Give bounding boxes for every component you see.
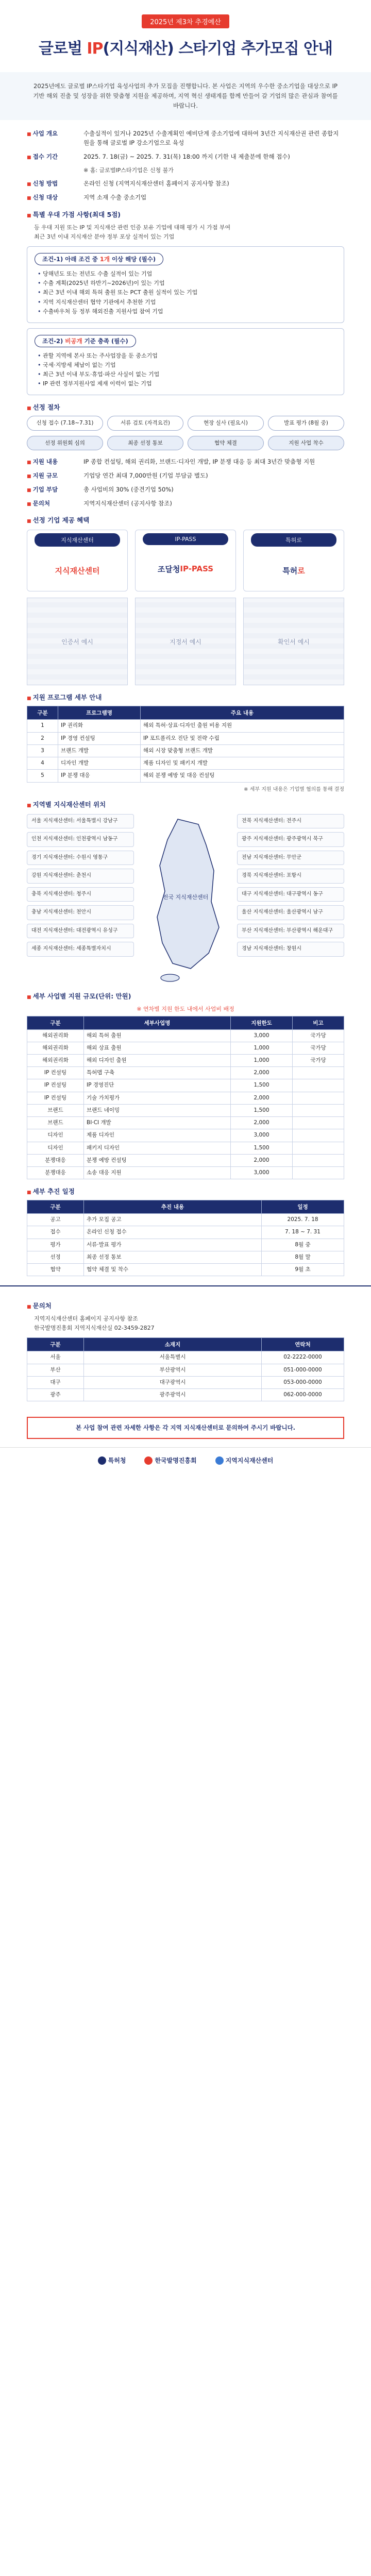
table-cell: 1 <box>27 720 58 732</box>
table-header: 프로그램명 <box>58 706 141 720</box>
table-cell: 해외 특허·상표·디자인 출원 비용 지원 <box>141 720 344 732</box>
panel-head <box>35 253 163 265</box>
table-row <box>27 1351 344 1364</box>
support-value: 지역지식재산센터 (공지사항 참조) <box>83 499 172 507</box>
table-row <box>27 1166 344 1179</box>
table-cell: 국가당 <box>293 1042 344 1054</box>
summary-row <box>27 179 344 189</box>
table-row <box>27 1079 344 1092</box>
table-cell: 3 <box>27 744 58 757</box>
table-header: 추진 내용 <box>84 1200 262 1214</box>
contact-line: 지역지식재산센터 홈페이지 공지사항 참조 <box>34 1315 138 1323</box>
certificate-image: 확인서 예시 <box>243 598 344 685</box>
region-box: 대전 지식재산센터: 대전광역시 유성구 <box>27 924 134 939</box>
panel-head-post: 이상 해당 (필수) <box>109 256 156 263</box>
list-item: • 당해년도 또는 전년도 수출 실적이 있는 기업 <box>38 269 336 279</box>
summary-row <box>27 193 344 202</box>
table-cell: IP 경영진단 <box>84 1079 231 1092</box>
region-box: 경기 지식재산센터: 수원시 영통구 <box>27 851 134 866</box>
contact-title: ■ 문의처 <box>27 1301 344 1310</box>
table-row <box>27 757 344 770</box>
table-cell: 2,000 <box>231 1067 293 1079</box>
table-cell: 협약 체결 및 착수 <box>84 1264 262 1276</box>
list-item: • 지역 지식재산센터 협약 기관에서 추천한 기업 <box>38 298 336 307</box>
table-header: 구분 <box>27 1016 84 1029</box>
process-step: 최종 선정 통보 <box>107 436 183 450</box>
closing-notice: 본 사업 참여 관련 자세한 사항은 각 지역 지식재산센터로 문의하여 주시기 바랍니다. <box>27 1417 344 1438</box>
table-row <box>27 1055 344 1067</box>
table-cell: 3,000 <box>231 1129 293 1142</box>
table-cell: 브랜드 네이밍 <box>84 1104 231 1116</box>
condition-panel-1 <box>27 246 344 323</box>
korea-map-icon <box>142 814 229 984</box>
table-row <box>27 1264 344 1276</box>
table-row <box>27 744 344 757</box>
region-map <box>27 814 344 984</box>
table-cell: 선정 <box>27 1251 84 1263</box>
logo-text-hl: 지식재산센터 <box>55 566 100 575</box>
support-row <box>27 485 344 495</box>
table-cell <box>293 1142 344 1154</box>
summary-key: ■ 신청 대상 <box>27 193 83 202</box>
benefit-logos <box>27 530 344 591</box>
table-header: 비고 <box>293 1016 344 1029</box>
table-cell: 3,000 <box>231 1029 293 1042</box>
table-cell: 대구 <box>27 1376 84 1388</box>
region-box: 충북 지식재산센터: 청주시 <box>27 887 134 902</box>
table-header: 연락처 <box>262 1338 344 1351</box>
process-steps <box>27 416 344 450</box>
table-row <box>27 1154 344 1166</box>
table-cell: 협약 <box>27 1264 84 1276</box>
table-row <box>27 720 344 732</box>
schedule-table <box>27 1200 344 1276</box>
region-col-left <box>27 814 134 984</box>
table-row <box>27 1029 344 1042</box>
table-cell <box>293 1129 344 1142</box>
logo-text-pre: 특허 <box>282 566 298 575</box>
budget-table-note: ※ 연차별 지원 한도 내에서 사업비 배정 <box>137 1005 234 1012</box>
program-table <box>27 706 344 782</box>
region-box: 울산 지식재산센터: 울산광역시 남구 <box>237 905 344 920</box>
benefit-logo <box>136 548 235 589</box>
table-cell: 기술 가치평가 <box>84 1092 231 1104</box>
condition-panel-2 <box>27 328 344 396</box>
logo-text-hl: IP-PASS <box>180 564 214 574</box>
table-cell: 디자인 개발 <box>58 757 141 770</box>
table-row <box>27 1239 344 1251</box>
region-box: 경남 지식재산센터: 창원시 <box>237 942 344 957</box>
table-cell: IP 컨설팅 <box>27 1092 84 1104</box>
footer-logo-text: 한국발명진흥회 <box>155 1456 197 1464</box>
process-step: 발표 평가 (8월 중) <box>268 416 344 430</box>
table-row <box>27 1117 344 1129</box>
summary-value: 지역 소재 수출 중소기업 <box>83 194 147 201</box>
table-cell: 8월 중 <box>262 1239 344 1251</box>
region-box: 강원 지식재산센터: 춘천시 <box>27 869 134 884</box>
title-highlight: IP <box>87 40 103 58</box>
table-row <box>27 770 344 782</box>
table-cell: 3,000 <box>231 1166 293 1179</box>
table-cell: 해외 디자인 출원 <box>84 1055 231 1067</box>
table-cell <box>293 1117 344 1129</box>
panel-head-pre: 조건-1) 아래 조건 중 <box>42 256 100 263</box>
table-cell <box>293 1166 344 1179</box>
table-cell: 공고 <box>27 1214 84 1226</box>
benefit-card-head: 특허로 <box>251 533 336 547</box>
benefit-logo <box>244 550 344 591</box>
table-cell: 1,000 <box>231 1055 293 1067</box>
table-header: 구분 <box>27 706 58 720</box>
summary-key: ■ 신청 방법 <box>27 179 83 189</box>
regions-title: ■ 지역별 지식재산센터 위치 <box>27 800 344 809</box>
table-cell: 국가당 <box>293 1029 344 1042</box>
hero-ribbon: 2025년 제3차 추경예산 <box>142 14 229 28</box>
table-cell: 2,000 <box>231 1117 293 1129</box>
summary-value: 수출실적이 있거나 2025년 수출계획인 예비단계 중소기업에 대하여 3년간 지식재산권 관련 종합지원을 통해 글로벌 IP 강소기업으로 육성 <box>83 129 339 146</box>
page-title <box>0 36 371 58</box>
table-cell: 부산광역시 <box>84 1364 262 1376</box>
process-step: 협약 체결 <box>188 436 264 450</box>
table-cell: 해외 분쟁 예방 및 대응 컨설팅 <box>141 770 344 782</box>
contact-table <box>27 1337 344 1401</box>
benefit-card <box>27 530 128 591</box>
benefit-card-head: 지식재산센터 <box>35 533 120 547</box>
table-cell: IP 경영 컨설팅 <box>58 732 141 744</box>
table-cell <box>293 1067 344 1079</box>
benefit-card <box>243 530 344 591</box>
summary-row <box>27 152 344 162</box>
table-cell: 해외 시장 맞춤형 브랜드 개발 <box>141 744 344 757</box>
table-cell: 1,500 <box>231 1104 293 1116</box>
benefit-card-head: IP-PASS <box>143 533 228 545</box>
program-table-note: ※ 세부 지원 내용은 기업별 협의를 통해 결정 <box>244 786 344 792</box>
table-cell: 브랜드 <box>27 1104 84 1116</box>
support-value: 기업당 연간 최대 7,000만원 (기업 부담금 별도) <box>83 471 208 479</box>
table-cell: 분쟁 예방 컨설팅 <box>84 1154 231 1166</box>
condition-list <box>35 269 336 316</box>
program-table-title: ■ 지원 프로그램 세부 안내 <box>27 692 344 702</box>
eligibility-line: 등 우대 지원 또는 IP 및 지식재산 관련 인증 보유 기업에 대해 평가 시 가점 부여 <box>34 224 231 231</box>
table-cell: 2,000 <box>231 1154 293 1166</box>
footer-logos <box>0 1447 371 1473</box>
title-post: (지식재산) 스타기업 추가모집 안내 <box>103 40 333 58</box>
panel-head <box>35 335 136 347</box>
table-cell: 1,500 <box>231 1142 293 1154</box>
table-cell: 053-000-0000 <box>262 1376 344 1388</box>
table-cell: 제품 디자인 <box>84 1129 231 1142</box>
list-item: • 최근 3년 이내 부도·휴업·파산 사실이 없는 기업 <box>38 370 336 379</box>
table-cell: 해외권리화 <box>27 1055 84 1067</box>
table-row <box>27 1129 344 1142</box>
summary-key: ■ 접수 기간 <box>27 152 83 162</box>
table-cell: 평가 <box>27 1239 84 1251</box>
certificate-image: 지정서 예시 <box>135 598 236 685</box>
summary-key: ■ 사업 개요 <box>27 129 83 148</box>
summary-row <box>27 129 344 148</box>
summary-value: 온라인 신청 (지역지식재산센터 홈페이지 공지사항 참조) <box>83 180 229 188</box>
ripc-logo-icon <box>215 1456 224 1465</box>
table-cell: BI·CI 개발 <box>84 1117 231 1129</box>
list-item: • 수출바우처 등 정부 해외진출 지원사업 참여 기업 <box>38 307 336 316</box>
panel-head-red: 비공개 <box>65 337 82 345</box>
budget-table-title: ■ 세부 사업별 지원 규모(단위: 만원) <box>27 991 344 1001</box>
condition-list <box>35 351 336 389</box>
table-cell: 서울특별시 <box>84 1351 262 1364</box>
table-row <box>27 1251 344 1263</box>
budget-table <box>27 1016 344 1180</box>
list-item: • 관할 지역에 본사 또는 주사업장을 둔 중소기업 <box>38 351 336 361</box>
table-cell: 광주 <box>27 1389 84 1401</box>
logo-text-hl: 로 <box>297 566 305 575</box>
panel-head-pre: 조건-2) <box>42 337 65 345</box>
table-header: 소재지 <box>84 1338 262 1351</box>
table-header: 지원한도 <box>231 1016 293 1029</box>
process-step: 서류 검토 (자격요건) <box>107 416 183 430</box>
table-cell: 해외권리화 <box>27 1042 84 1054</box>
table-cell: 8월 말 <box>262 1251 344 1263</box>
table-cell: 브랜드 개발 <box>58 744 141 757</box>
table-cell: 광주광역시 <box>84 1389 262 1401</box>
table-row <box>27 1214 344 1226</box>
intro-text: 2025년에도 글로벌 IP스타기업 육성사업의 추가 모집을 진행합니다. 본 사업은 지역의 우수한 중소기업을 대상으로 IP 기반 해외 진출 및 성장을 위한 맞춤형 지원을 제공하며, 지역 혁신 생태계를 함께 만들어 갈 기업의 많은 관심과 참여를 바랍니다. <box>0 72 371 120</box>
table-header: 구분 <box>27 1200 84 1214</box>
benefits-title: ■ 선정 기업 제공 혜택 <box>27 515 344 524</box>
support-key: ■ 지원 규모 <box>27 471 83 481</box>
support-value: IP 종합 컨설팅, 해외 권리화, 브랜드·디자인 개발, IP 분쟁 대응 등 최대 3년간 맞춤형 지원 <box>83 457 315 465</box>
table-cell: 국가당 <box>293 1055 344 1067</box>
region-box: 부산 지식재산센터: 부산광역시 해운대구 <box>237 924 344 939</box>
table-cell: 부산 <box>27 1364 84 1376</box>
table-cell: 디자인 <box>27 1142 84 1154</box>
list-item: • 최근 3년 이내 해외 특허 출원 또는 PCT 출원 실적이 있는 기업 <box>38 288 336 297</box>
footer-logo <box>215 1456 274 1465</box>
region-box: 전남 지식재산센터: 무안군 <box>237 851 344 866</box>
table-cell: IP 포트폴리오 진단 및 전략 수립 <box>141 732 344 744</box>
map-label: 전국 지식재산센터 <box>162 893 209 901</box>
table-cell: 062-000-0000 <box>262 1389 344 1401</box>
table-cell: 브랜드 <box>27 1117 84 1129</box>
benefit-logo <box>27 550 127 591</box>
table-cell <box>293 1079 344 1092</box>
table-row <box>27 1104 344 1116</box>
support-key: ■ 기업 부담 <box>27 485 83 495</box>
support-key: ■ 문의처 <box>27 499 83 509</box>
support-row <box>27 457 344 467</box>
table-cell: 접수 <box>27 1226 84 1239</box>
table-cell: IP 권리화 <box>58 720 141 732</box>
benefit-card <box>135 530 236 591</box>
table-cell: 서울 <box>27 1351 84 1364</box>
region-box: 충남 지식재산센터: 천안시 <box>27 905 134 920</box>
region-box: 전북 지식재산센터: 전주시 <box>237 814 344 829</box>
table-cell: 02-2222-0000 <box>262 1351 344 1364</box>
table-row <box>27 732 344 744</box>
table-cell: 051-000-0000 <box>262 1364 344 1376</box>
support-value: 총 사업비의 30% (중견기업 50%) <box>83 485 174 493</box>
table-cell: 해외 특허 출원 <box>84 1029 231 1042</box>
table-cell: 해외 상표 출원 <box>84 1042 231 1054</box>
region-col-right <box>237 814 344 984</box>
table-cell: 분쟁대응 <box>27 1166 84 1179</box>
list-item: • 수출 계획(2025년 하반기~2026년)이 있는 기업 <box>38 279 336 288</box>
support-key: ■ 지원 내용 <box>27 457 83 467</box>
table-cell <box>293 1104 344 1116</box>
table-header: 일정 <box>262 1200 344 1214</box>
table-row <box>27 1142 344 1154</box>
process-step: 현장 실사 (필요시) <box>188 416 264 430</box>
table-cell: 소송 대응 지원 <box>84 1166 231 1179</box>
support-row <box>27 471 344 481</box>
process-step: 신청 접수 (7.18~7.31) <box>27 416 103 430</box>
region-box: 대구 지식재산센터: 대구광역시 동구 <box>237 887 344 902</box>
table-cell: 1,000 <box>231 1042 293 1054</box>
title-pre: 글로벌 <box>38 40 87 58</box>
table-cell: 1,500 <box>231 1079 293 1092</box>
table-row <box>27 1376 344 1388</box>
table-row <box>27 1067 344 1079</box>
contact-section <box>0 1285 371 1409</box>
table-cell: 온라인 신청 접수 <box>84 1226 262 1239</box>
table-row <box>27 1092 344 1104</box>
process-step: 지원 사업 착수 <box>268 436 344 450</box>
table-row <box>27 1226 344 1239</box>
footer-logo <box>98 1456 126 1465</box>
table-cell: 대구광역시 <box>84 1376 262 1388</box>
table-cell: 최종 선정 통보 <box>84 1251 262 1263</box>
footer-logo-text: 특허청 <box>108 1456 126 1464</box>
region-box: 인천 지식재산센터: 인천광역시 남동구 <box>27 832 134 847</box>
table-cell: 제품 디자인 및 패키지 개발 <box>141 757 344 770</box>
process-title: ■ 선정 절차 <box>27 402 344 412</box>
schedule-table-title: ■ 세부 추진 일정 <box>27 1187 344 1196</box>
summary-section <box>0 120 371 1285</box>
eligibility-title: ■ 특별 우대 가점 사항(최대 5점) <box>27 210 344 219</box>
table-cell: 4 <box>27 757 58 770</box>
table-cell: 디자인 <box>27 1129 84 1142</box>
support-row <box>27 499 344 509</box>
table-cell: 5 <box>27 770 58 782</box>
table-cell: IP 분쟁 대응 <box>58 770 141 782</box>
footer-logo <box>144 1456 196 1465</box>
table-row <box>27 1364 344 1376</box>
table-cell: IP 컨설팅 <box>27 1067 84 1079</box>
table-cell <box>293 1154 344 1166</box>
table-cell <box>293 1092 344 1104</box>
process-step: 선정 위원회 심의 <box>27 436 103 450</box>
table-row <box>27 1389 344 1401</box>
region-box: 서울 지식재산센터: 서울특별시 강남구 <box>27 814 134 829</box>
table-cell: 특허맵 구축 <box>84 1067 231 1079</box>
table-cell: 7. 18 ~ 7. 31 <box>262 1226 344 1239</box>
region-box: 경북 지식재산센터: 포항시 <box>237 869 344 884</box>
list-item: • 국세·지방세 체납이 없는 기업 <box>38 361 336 370</box>
table-cell: 2,000 <box>231 1092 293 1104</box>
table-cell: 분쟁대응 <box>27 1154 84 1166</box>
table-cell: 9월 초 <box>262 1264 344 1276</box>
table-header: 구분 <box>27 1338 84 1351</box>
panel-head-red: 1개 <box>99 256 110 263</box>
kipa-logo-icon <box>144 1456 153 1465</box>
certificate-samples <box>27 598 344 685</box>
region-box: 세종 지식재산센터: 세종특별자치시 <box>27 942 134 957</box>
contact-line: 한국발명진흥회 지역지식재산실 02-3459-2827 <box>34 1324 155 1331</box>
korea-map <box>139 814 232 984</box>
table-cell: IP 컨설팅 <box>27 1079 84 1092</box>
footer-logo-text: 지역지식재산센터 <box>225 1456 274 1464</box>
eligibility-line: 최근 3년 이내 지식재산 분야 정부 포상 실적이 있는 기업 <box>34 233 175 240</box>
table-cell: 해외권리화 <box>27 1029 84 1042</box>
region-box: 광주 지식재산센터: 광주광역시 북구 <box>237 832 344 847</box>
table-header: 주요 내용 <box>141 706 344 720</box>
table-row <box>27 1042 344 1054</box>
table-cell: 추가 모집 공고 <box>84 1214 262 1226</box>
homepage-note: ※ 홈: 글로벌IP스타기업은 신청 불가 <box>83 167 174 174</box>
table-cell: 2 <box>27 732 58 744</box>
certificate-image: 인증서 예시 <box>27 598 128 685</box>
list-item: • IP 관련 정부지원사업 제재 이력이 없는 기업 <box>38 379 336 388</box>
table-cell: 패키지 디자인 <box>84 1142 231 1154</box>
table-cell: 서류·발표 평가 <box>84 1239 262 1251</box>
logo-text-pre: 조달청 <box>157 564 180 574</box>
table-header: 세부사업명 <box>84 1016 231 1029</box>
summary-value: 2025. 7. 18(금) ~ 2025. 7. 31(목) 18:00 까지 (기한 내 제출분에 한해 접수) <box>83 152 290 160</box>
table-cell: 2025. 7. 18 <box>262 1214 344 1226</box>
hero-header <box>0 0 371 72</box>
kipo-logo-icon <box>98 1456 106 1465</box>
panel-head-post: 기준 충족 (필수) <box>82 337 128 345</box>
